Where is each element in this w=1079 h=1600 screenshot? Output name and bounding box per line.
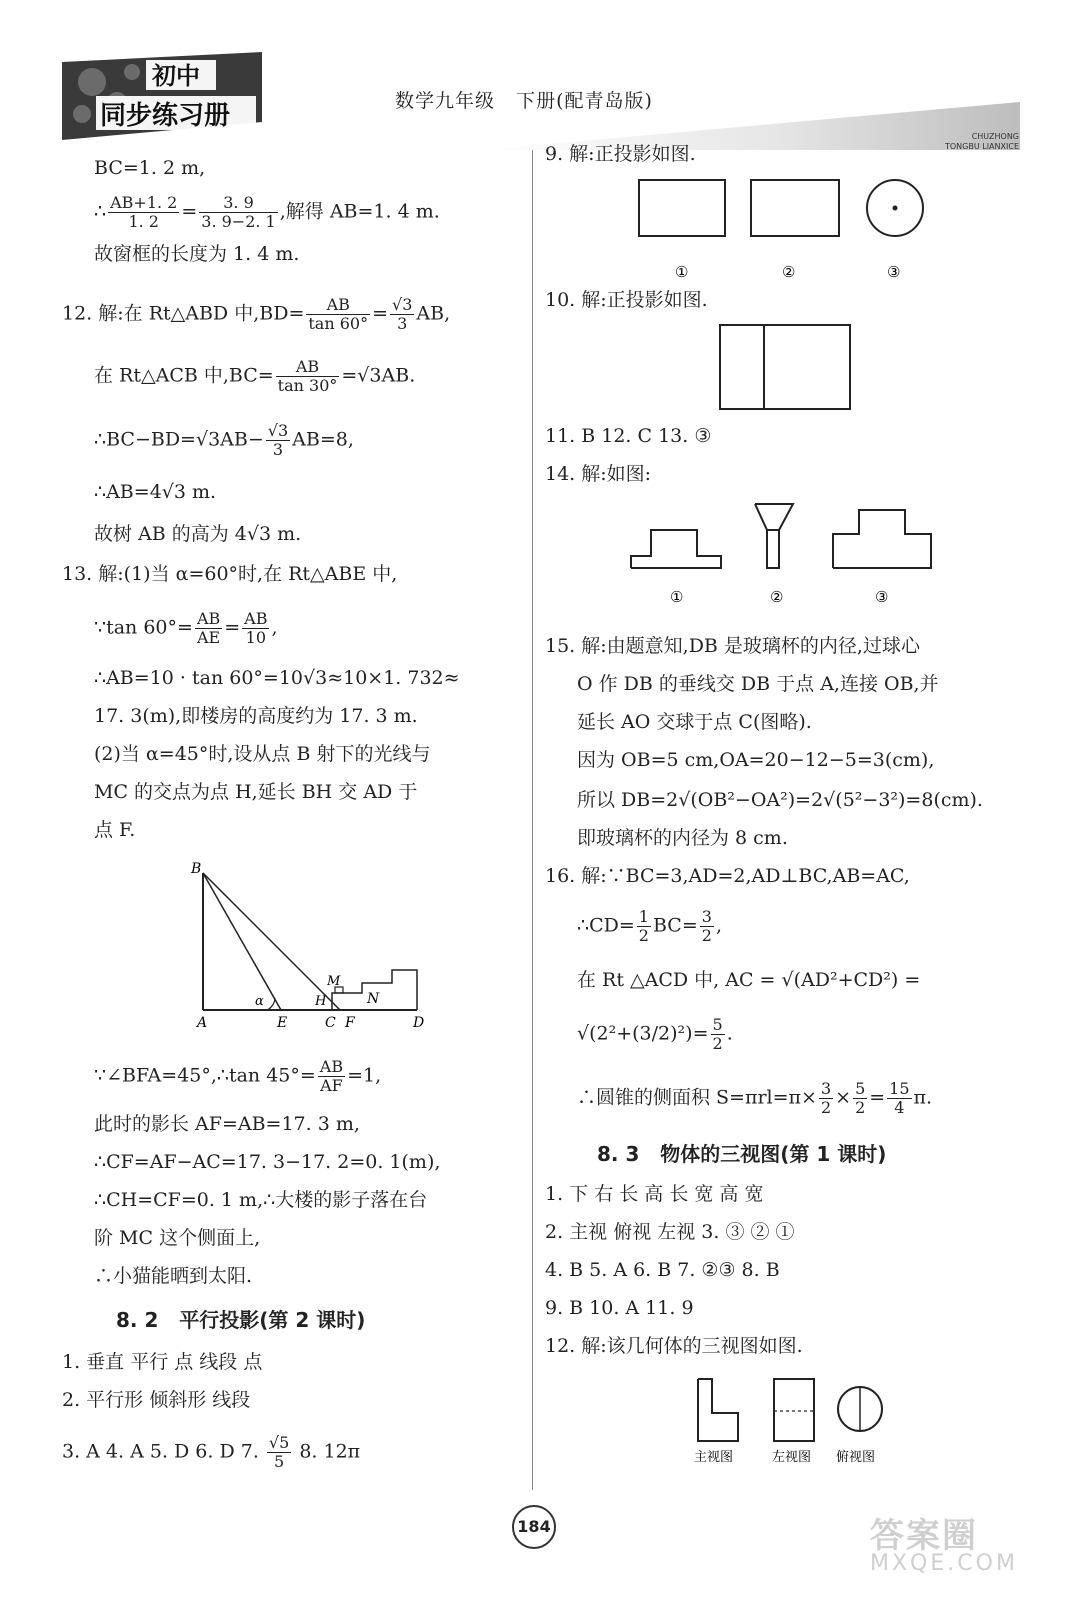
- page-number: 184: [512, 1505, 556, 1549]
- label-h: H: [315, 994, 327, 1009]
- label-c: C: [325, 1015, 336, 1030]
- q14-views: [625, 500, 945, 615]
- question-10: 10. 解:正投影如图.: [545, 289, 708, 311]
- ray-be: [203, 873, 281, 1010]
- logo-text-2: 同步练习册: [100, 101, 231, 131]
- text-line: ∴ $\frac{AB+1. 2}{1. 2}$ = $\frac{3. 9}{3. 9-2. 1}$ ,解得 AB=1. 4 m.: [94, 193, 440, 231]
- answer-line: 11. B 12. C 13. ③: [545, 425, 712, 447]
- label-2: ②: [770, 588, 784, 606]
- text-line: 故树 AB 的高为 4√3 m.: [94, 523, 302, 545]
- q9-projections: [635, 175, 935, 285]
- column-divider: [532, 150, 533, 1490]
- view-2: [755, 504, 793, 568]
- header-en-1: CHUZHONG: [971, 132, 1019, 141]
- label-main-view: 主视图: [694, 1450, 734, 1465]
- text-line: ∴小猫能晒到太阳.: [94, 1265, 253, 1287]
- answer-line: 4. B 5. A 6. B 7. ②③ 8. B: [545, 1259, 780, 1281]
- answer-line: 2. 平行形 倾斜形 线段: [62, 1389, 251, 1411]
- label-2: ②: [782, 263, 796, 281]
- text-line: 因为 OB=5 cm,OA=20−12−5=3(cm),: [577, 749, 935, 771]
- question-16: 16. 解:∵BC=3,AD=2,AD⊥BC,AB=AC,: [545, 865, 910, 887]
- text-line: 延长 AO 交球于点 C(图略).: [577, 711, 812, 733]
- text-line: 所以 DB=2√(OB²−OA²)=2√(5²−3²)=8(cm).: [577, 789, 983, 811]
- text-line: 在 Rt△ACB 中,BC= $\frac{AB}{\tan 30^\circ}$ =√3AB.: [94, 357, 416, 395]
- label-1: ①: [670, 588, 684, 606]
- answer-line: 2. 主视 俯视 左视 3. ③ ② ①: [545, 1221, 795, 1243]
- label-b: B: [191, 861, 202, 877]
- three-views-figure: [690, 1375, 900, 1465]
- text-line: O 作 DB 的垂线交 DB 于点 A,连接 OB,并: [577, 673, 939, 695]
- text-line: ∴圆锥的侧面积 S=πrl=π× $\frac{3}{2}$ × $\frac{5}{2}$ = $\frac{15}{4}$ π.: [577, 1079, 933, 1117]
- text-line: ∴CD= $\frac{1}{2}$ BC= $\frac{3}{2}$ ,: [577, 907, 722, 945]
- left-view: [774, 1379, 814, 1441]
- text-line: ∴CH=CF=0. 1 m,∴大楼的影子落在台: [94, 1189, 428, 1211]
- label-d: D: [413, 1015, 425, 1030]
- label-f: F: [345, 1015, 355, 1030]
- text-line: ∴BC−BD=√3AB− $\frac{√3}{3}$ AB=8,: [94, 421, 354, 459]
- text-line: (2)当 α=45°时,设从点 B 射下的光线与: [94, 743, 431, 765]
- header-english: [945, 132, 1019, 152]
- q10-projection: [718, 322, 858, 412]
- angle-alpha: [267, 998, 275, 1010]
- text-line: 17. 3(m),即楼房的高度约为 17. 3 m.: [94, 705, 418, 727]
- text-line: 阶 MC 这个侧面上,: [94, 1227, 261, 1249]
- text-line: √(2²+(3/2)²)= $\frac{5}{2}$ .: [577, 1015, 733, 1053]
- label-m: M: [327, 974, 341, 989]
- center-dot: [893, 206, 898, 211]
- label-left-view: 左视图: [772, 1450, 812, 1465]
- label-a: A: [197, 1015, 208, 1030]
- answer-line: 1. 垂直 平行 点 线段 点: [62, 1351, 263, 1373]
- building-shadow-figure: [187, 855, 497, 1030]
- watermark-url: MXQE.COM: [870, 1551, 1018, 1576]
- watermark: [870, 1508, 1018, 1576]
- view-3: [833, 510, 931, 568]
- label-top-view: 俯视图: [836, 1450, 876, 1465]
- text-line: 故窗框的长度为 1. 4 m.: [94, 243, 300, 265]
- book-title: 数学九年级 下册(配青岛版): [395, 90, 653, 112]
- text-line: ∴CF=AF−AC=17. 3−17. 2=0. 1(m),: [94, 1151, 441, 1173]
- question-15: 15. 解:由题意知,DB 是玻璃杯的内径,过球心: [545, 635, 920, 657]
- label-e: E: [277, 1015, 288, 1030]
- book-logo: [62, 52, 262, 140]
- main-view: [698, 1379, 738, 1441]
- question-12: 12. 解:在 Rt△ABD 中,BD= $\frac{AB}{\tan 60^\circ}$ = $\frac{√3}{3}$ AB,: [62, 295, 451, 333]
- text-line: ∵tan 60°= $\frac{AB}{AE}$ = $\frac{AB}{10}$ ,: [94, 609, 278, 647]
- answer-line: 1. 下 右 长 高 长 宽 高 宽: [545, 1183, 764, 1205]
- header-en-2: TONGBU LIANXICE: [944, 142, 1019, 151]
- logo-text-1: 初中: [152, 62, 200, 90]
- label-3: ③: [875, 588, 889, 606]
- text-line: ∵∠BFA=45°,∴tan 45°= $\frac{AB}{AF}$ =1,: [94, 1057, 382, 1095]
- answer-line: 9. B 10. A 11. 9: [545, 1297, 694, 1319]
- text-line: 即玻璃杯的内径为 8 cm.: [577, 827, 788, 849]
- section-heading-8-2: 8. 2 平行投影(第 2 课时): [116, 1308, 366, 1332]
- question-14: 14. 解:如图:: [545, 463, 652, 485]
- text-line: ∴AB=10 · tan 60°=10√3≈10×1. 732≈: [94, 667, 460, 689]
- view-1: [631, 530, 721, 568]
- text-line: 点 F.: [94, 819, 136, 841]
- label-1: ①: [675, 263, 689, 281]
- answer-line: 3. A 4. A 5. D 6. D 7. $\frac{√5}{5}$ 8. 12π: [62, 1433, 361, 1471]
- ray-bf: [203, 873, 340, 1010]
- section-heading-8-3: 8. 3 物体的三视图(第 1 课时): [597, 1142, 887, 1166]
- text-line: 在 Rt △ACD 中, AC = √(AD²+CD²) =: [577, 969, 921, 991]
- projection-rect-2: [751, 180, 839, 236]
- text-line: ∴AB=4√3 m.: [94, 481, 217, 503]
- projection-rect-1: [639, 180, 725, 236]
- question-12-views: 12. 解:该几何体的三视图如图.: [545, 1335, 803, 1357]
- label-alpha: α: [255, 994, 264, 1009]
- projection-outer: [720, 325, 850, 409]
- page-header: [0, 0, 1079, 160]
- watermark-logo: 答案圈: [870, 1516, 978, 1556]
- question-9: 9. 解:正投影如图.: [545, 143, 696, 165]
- question-13: 13. 解:(1)当 α=60°时,在 Rt△ABE 中,: [62, 563, 398, 585]
- label-3: ③: [887, 263, 901, 281]
- label-n: N: [367, 991, 380, 1007]
- text-line: 此时的影长 AF=AB=17. 3 m,: [94, 1113, 360, 1135]
- text-line: BC=1. 2 m,: [94, 157, 206, 179]
- text-line: MC 的交点为点 H,延长 BH 交 AD 于: [94, 781, 418, 803]
